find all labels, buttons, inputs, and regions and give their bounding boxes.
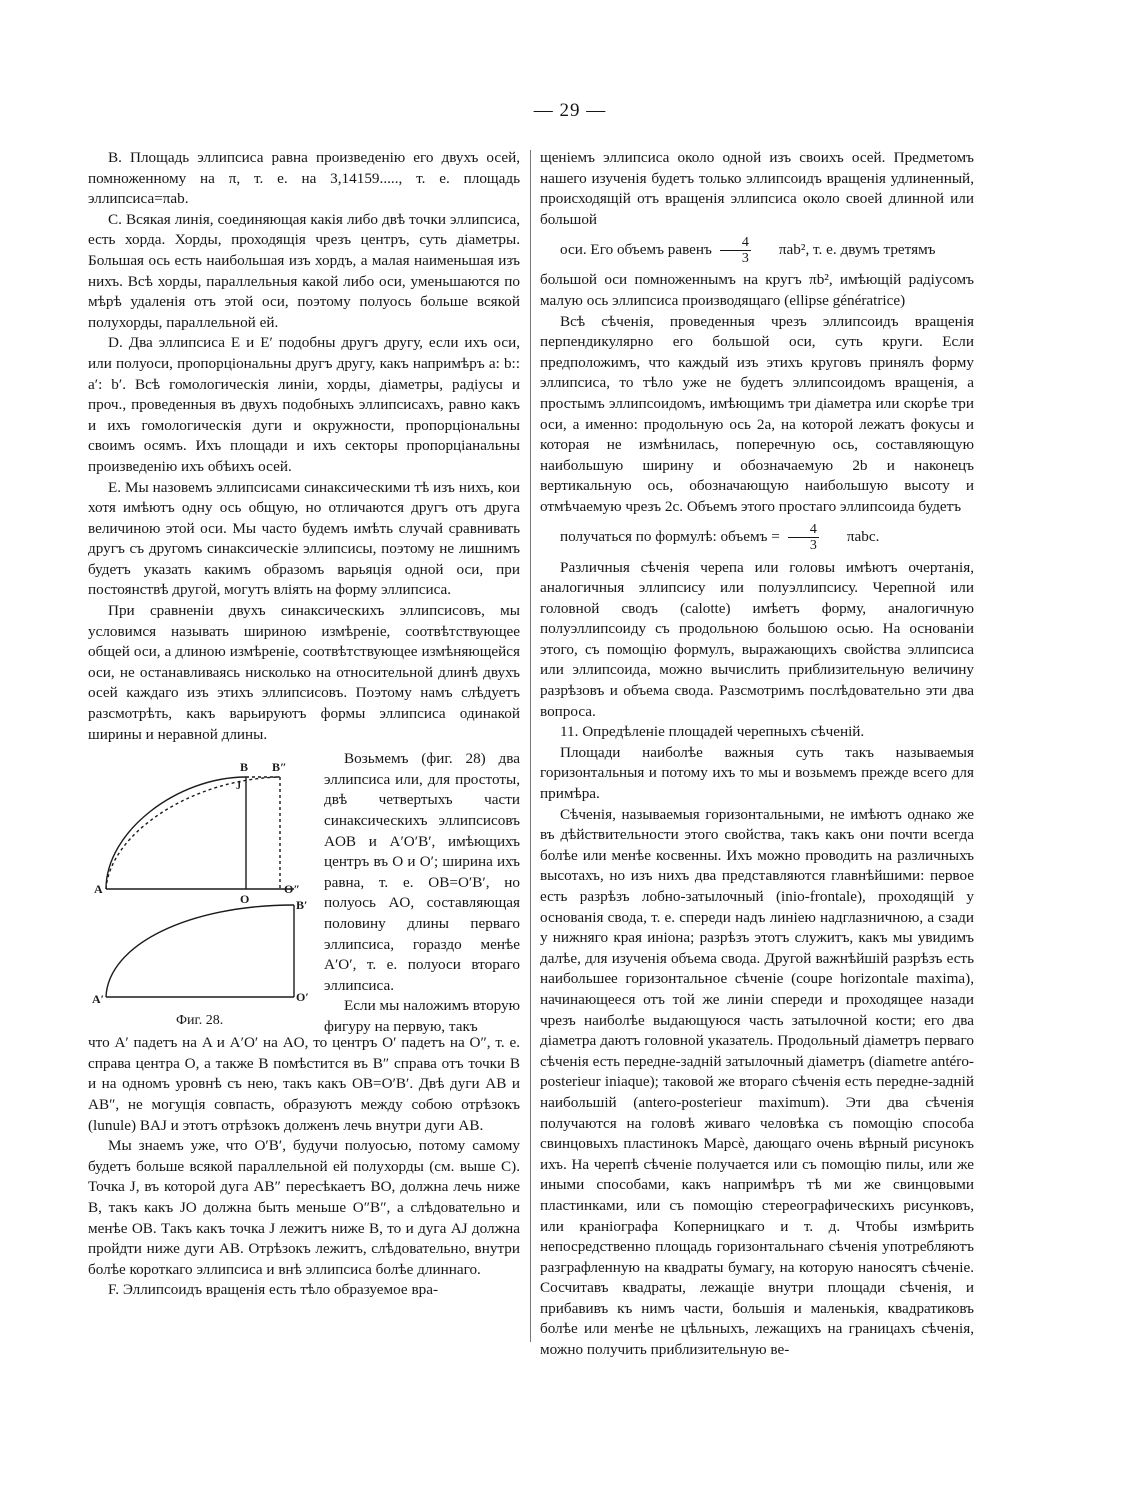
paragraph-f: F. Эллипсоидъ вращенія есть тѣло образуемое вра- (108, 1281, 439, 1299)
formula2-denominator: 3 (809, 538, 817, 553)
label-o2: O″ (284, 882, 300, 897)
paragraph-r1: щеніемъ эллипсиса около одной изъ своихъ осей. Предметомъ нашего изученія будетъ только эллипсоидъ вращенія удлиненный, происходящій отъ вращенія эллипсиса около своей длинной или большой (540, 149, 974, 228)
column-divider (530, 150, 531, 1342)
label-a-prime: A′ (92, 992, 105, 1007)
paragraph-compare: При сравненіи двухъ синаксическихъ эллипсисовъ, мы условимся называть шириною измѣреніе, соотвѣтствующее общей оси, а длиною измѣреніе, соотвѣтствующее измѣняющейся оси, не останавливаясь нисколько на относительной длинѣ двухъ осей каждаго изъ этихъ эллипсисовъ. Поэтому намъ слѣдуетъ разсмотрѣть, какъ варьируютъ формы эллипсиса одинакой ширины и неравной длины. (88, 602, 520, 743)
formula-volume-ellipsoid (540, 518, 974, 558)
paragraph-r2: большой оси помноженнымъ на кругъ πb², имѣющій радіусомъ малую ось эллипсиса производящаго (ellipse génératrice) (540, 271, 974, 309)
label-o: O (240, 892, 250, 907)
formula-volume-rotation (540, 230, 974, 270)
formula1-numerator: 4 (720, 235, 751, 251)
paragraph-figure-2: Если мы наложимъ вторую фигуру на первую, такъ (324, 997, 520, 1035)
left-column (88, 148, 520, 1301)
upper-figure (106, 777, 294, 889)
lower-figure (106, 905, 294, 997)
paragraph-c: С. Всякая линія, соединяющая какія либо двѣ точки эллипсиса, есть хорда. Хорды, проходящія чрезъ центръ, суть діаметры. Большая ось есть наибольшая изъ хордъ, а малая наименьшая изъ нихъ. Всѣ хорды, параллельныя какой либо оси, уменьшаются по мѣрѣ удаленія отъ этой оси, поэтому полуось больше всякой полухорды, параллельной ей. (88, 210, 520, 331)
label-j: J (236, 781, 241, 793)
paragraph-r5: Площади наиболѣе важныя суть такъ называемыя горизонтальныя и потому ихъ то мы и возьмемъ прежде всего для примѣра. (540, 743, 974, 803)
formula2-pre: получаться по формулѣ: объемъ = (560, 528, 780, 546)
page-number: — 29 — (533, 100, 607, 121)
paragraph-after-figure: что A′ падетъ на A и A′O′ на AO, то центръ O′ падетъ на O″, т. е. справа центра O, а также B помѣстится въ B″ справа отъ точки B и на одномъ уровнѣ съ нею, такъ какъ OB=O′B′. Двѣ дуги AB и AB″, не могущія совпасть, образуютъ между собою отрѣзокъ (lunule) BAJ и этотъ отрѣзокъ долженъ лечь внутри дуги AB. (88, 1034, 520, 1134)
paragraph-r3: Всѣ сѣченія, проведенныя чрезъ эллипсоидъ вращенія перпендикулярно его большой оси, суть круги. Если предположимъ, что каждый изъ этихъ круговъ принялъ форму эллипсиса, то тѣло уже не будетъ эллипсоидомъ вращенія, а простымъ эллипсоидомъ, имѣющимъ три діаметра или скорѣе три оси, а именно: продольную ось 2a, на которой лежатъ фокусы и которая не измѣнилась, поперечную ось, составляющую наибольшую ширину и обозначаемую 2b и наконецъ вертикальную ось, обозначающую наибольшую высоту и отмѣчаемую чрезъ 2c. Объемъ этого простаго эллипсоида будетъ (540, 312, 974, 515)
right-column (540, 148, 974, 1361)
upper-arc-ab (106, 777, 246, 889)
label-b-prime: B′ (296, 898, 308, 913)
paragraph-r6: Сѣченія, называемыя горизонтальными, не имѣютъ однако же въ дѣйствительности этого свойства, такъ какъ они почти всегда болѣе или менѣе косвенны. Ихъ можно проводить на различныхъ высотахъ, но изъ нихъ два представляются главнѣйшими: первое есть разрѣзъ лобно-затылочный (inio-frontale), проходящій у основанія свода, т. е. спереди надъ линіею надглазничною, а сзади у нижняго края иніона; разрѣзъ этотъ служитъ, какъ мы увидимъ далѣе, для изученія объема свода. Другой важнѣйшій разрѣзъ есть наибольшее горизонтальное сѣченіе (coupe horizontale maxima), начинающееся отъ той же линіи спереди и проходящее назади чрезъ наиболѣе выдающуюся часть затылочной кости; его два діаметра даютъ головной указатель. Продольный діаметръ перваго сѣченія есть передне-задній затылочный діаметръ (diametre antéro-posterieur iniaque); таковой же втораго сѣченія есть передне-задній наибольшій (antero-posterieur maximum). Эти два сѣченія получаются на головѣ живаго человѣка съ помощію способа свинцовыхъ пластинокъ Марсè, дающаго очень вѣрный рисунокъ ихъ. На черепѣ сѣченіе получается или съ помощію пилы, или же иными способами, какъ напримѣръ тѣ ми же свинцовыми пластинками, или съ помощію стереографическихъ рисунковъ, или краніографа Коперницкаго и т. д. Чтобы измѣрить непосредственно площадь горизонтальнаго сѣченія употребляютъ разграфленную на квадраты бумагу, на которую наносятъ сѣченіе. Сосчитавъ квадраты, лежащіе внутри площади сѣченія, и прибавивъ къ нимъ части, большія и маленькія, квадратиковъ болѣе или менѣе не цѣльныхъ, лежащихъ на границахъ сѣченія, можно получить приблизительную ве- (540, 805, 974, 1359)
upper-arc-ab2 (106, 777, 280, 889)
label-b2: B″ (272, 760, 287, 775)
formula1-post: πab², т. е. двумъ третямъ (778, 241, 936, 259)
figure-28 (88, 749, 320, 1011)
figure-caption: Фиг. 28. (176, 1013, 224, 1029)
paragraph-figure-1: Возьмемъ (фиг. 28) два эллипсиса или, для простоты, двѣ четвертыхъ части синаксическихъ эллипсисовъ AOB и A′O′B′, имѣющихъ центръ въ O и O′; ширина ихъ равна, т. е. OB=O′B′, но полуось AO, составляющая половину длины перваго эллипсиса, гораздо менѣе A′O′, т. е. полуоси втораго эллипсиса. (324, 750, 520, 994)
paragraph-know: Мы знаемъ уже, что O′B′, будучи полуосью, потому самому будетъ больше всякой параллельной ей полухорды (см. выше C). Точка J, въ которой дуга AB″ пересѣкаетъ BO, должна лечь ниже B, такъ какъ JO должна быть меньше O″B″, а слѣдовательно и менѣе OB. Такъ какъ точка J лежитъ ниже B, то и дуга AJ должна пройдти ниже дуги AB. Отрѣзокъ лежитъ, слѣдовательно, внутри болѣе короткаго эллипсиса и внѣ эллипсиса болѣе длиннаго. (88, 1137, 520, 1278)
label-b: B (240, 760, 249, 775)
formula2-post: πabc. (846, 528, 880, 546)
formula2-numerator: 4 (788, 522, 819, 538)
label-a: A (94, 882, 103, 897)
paragraph-d: D. Два эллипсиса E и E′ подобны другъ другу, если ихъ оси, или полуоси, пропорціональны другъ другу, какъ напримѣръ a: b:: a′: b′. Всѣ гомологическія линіи, хорды, діаметры, радіусы и проч., проведенныя въ двухъ подобныхъ эллипсисахъ, равно какъ и ихъ гомологическія дуги и окружности, пропорціональны своимъ осямъ. Ихъ площади и ихъ секторы пропорціанальны произведенію ихъ обѣихъ осей. (88, 334, 520, 475)
paragraph-e: Е. Мы назовемъ эллипсисами синаксическими тѣ изъ нихъ, кои хотя имѣютъ одну ось общую, но отличаются другъ отъ друга величиною этой оси. Мы часто будемъ имѣть случай сравнивать другъ съ другомъ синаксическіе эллипсисы, поэтому не лишнимъ будетъ указать какимъ образомъ варьяція одной оси, при постоянствѣ другой, могутъ вліять на форму эллипсиса. (88, 478, 520, 599)
section-heading-11: 11. Опредѣленіе площадей черепныхъ сѣченій. (560, 723, 865, 741)
label-o-prime: O′ (296, 990, 309, 1005)
paragraph-r4: Различныя сѣченія черепа или головы имѣютъ очертанія, аналогичныя эллипсису или полуэллипсису. Черепной или головной сводъ (calotte) имѣетъ форму, аналогичную полуэллипсоиду съ продольною большою осью. На основаніи этого, съ помощію формулъ, выражающихъ свойства эллипсиса или эллипсоида, можно вычислить приблизительную величину разрѣзовъ и объема свода. Разсмотримъ послѣдовательно эти два вопроса. (540, 558, 974, 720)
formula1-denominator: 3 (741, 250, 749, 266)
lower-arc-ab (106, 905, 294, 997)
formula1-fraction (720, 235, 751, 266)
figure-28-block (88, 749, 520, 1035)
figure-side-text (324, 749, 520, 1037)
formula2-fraction (788, 522, 819, 553)
paragraph-b: В. Площадь эллипсиса равна произведенію его двухъ осей, помноженному на π, т. е. на 3,14159....., т. е. площадь эллипсиса=πab. (88, 149, 520, 208)
formula1-pre: оси. Его объемъ равенъ (560, 241, 712, 259)
